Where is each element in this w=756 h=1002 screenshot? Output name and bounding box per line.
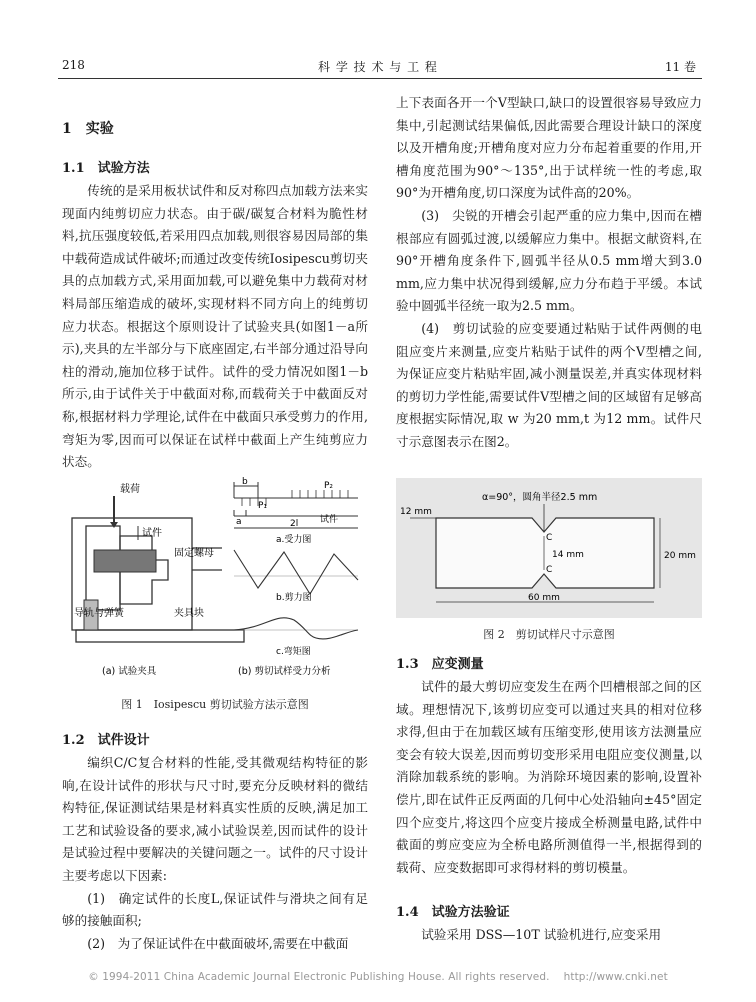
specimen-shape — [94, 550, 156, 572]
label-load: 载荷 — [120, 484, 140, 495]
paragraph: 上下表面各开一个V型缺口,缺口的设置很容易导致应力集中,引起测试结果偏低,因此需要合理设计缺口的深度以及开槽角度;开槽角度对应力分布起着重要的作用,开槽角度范围为90°～135°,出于试样统一性的考虑,取90°为开槽角度,切口深度为试件高的20%。 — [396, 95, 702, 201]
paragraph: 试验采用 DSS—10T 试验机进行,应变采用 — [421, 927, 662, 942]
label-angle: α=90°，圆角半径2.5 mm — [482, 492, 598, 503]
label-specimen-b: 试件 — [320, 515, 339, 525]
label-shear-diagram: b.剪力图 — [276, 593, 312, 603]
paragraph: (4) 剪切试验的应变要通过粘贴于试件两侧的电阻应变片来测量,应变片粘贴于试件的两个V型槽之间,为保证应变片粘贴牢固,减小测量误差,并真实体现材料的剪切力学性能,需要试件V型槽之间的区域留有足够高度根据实际情况,取 w 为20 mm,t 为12 mm。试件尺寸示意图表示在图2。 — [396, 320, 702, 449]
figure-1b-subcaption: (b) 剪切试样受力分析 — [238, 666, 331, 677]
copyright-footer: © 1994-2011 China Academic Journal Electronic Publishing House. All rights reserved. http://www.cnki.net — [88, 971, 668, 983]
figure-2 — [396, 478, 702, 618]
label-b: b — [242, 477, 248, 487]
label-p2: P₂ — [324, 481, 334, 491]
paragraph: (3) 尖锐的开槽会引起严重的应力集中,因而在槽根部应有圆弧过渡,以缓解应力集中。根据文献资料,在90°开槽角度条件下,圆弧半径从0.5 mm增大到3.0 mm,应力集中状况得到缓解,应力分布趋于平缓。本试验中圆弧半径统一取为2.5 mm。 — [396, 207, 702, 314]
shear-diagram-curve — [234, 550, 358, 594]
label-block: 夹具块 — [174, 608, 204, 619]
page-number: 218 — [62, 58, 85, 72]
label-c-bottom: C — [546, 565, 553, 575]
label-rail: 导轨与弹簧 — [74, 608, 124, 619]
section-1-2-heading: 1.2 试件设计 — [62, 733, 150, 748]
label-p1: P₁ — [258, 501, 268, 511]
label-a: a — [236, 517, 242, 527]
figure-1a-subcaption: (a) 试验夹具 — [102, 666, 157, 677]
section-1-heading: 1 实验 — [62, 121, 114, 137]
journal-title: 科 学 技 术 与 工 程 — [318, 60, 438, 74]
label-nut: 固定螺母 — [174, 548, 214, 559]
paragraph: 传统的是采用板状试件和反对称四点加载方法来实现面内纯剪切应力状态。由于碳/碳复合材料为脆性材料,抗压强度较低,若采用四点加载,则很容易因局部的集中载荷造成试件破坏;而通过改变传统Iosipescu剪切夹具的点加载方式,采用面加载,可以避免集中力载荷对材料局部压缩造成的破坏,实现材料不同方向上的纯剪切应力状态。根据这个原则设计了试验夹具(如图1－a所示),夹具的左半部分与下底座固定,右半部分通过沿导向柱的滑动,施加位移于试件。试件的受力情况如图1－b所示,由于试件关于中截面对称,而载荷关于中截面反对称,根据材料力学理论,试件在中截面只承受剪力的作用,弯矩为零,因而可以保证在试样中截面上产生纯剪应力状态。 — [62, 183, 368, 470]
dim-60mm: 60 mm — [528, 593, 560, 603]
label-specimen: 试件 — [142, 528, 162, 539]
fixture-base — [76, 630, 244, 642]
label-moment-diagram: c.弯矩图 — [276, 647, 311, 657]
header-rule — [58, 78, 702, 79]
figure-1-caption: 图 1 Iosipescu 剪切试验方法示意图 — [121, 698, 309, 711]
figure-1 — [62, 476, 368, 682]
volume-label: 11 卷 — [664, 60, 696, 74]
paragraph: 编织C/C复合材料的性能,受其微观结构特征的影响,在设计试件的形状与尺寸时,要充分反映材料的微结构特征,保证测试结果是材料真实性质的反映,满足加工工艺和试验设备的要求,减小试验误差,因而试件的设计是试验过程中要解决的关键问题之一。试件的尺寸设计主要考虑以下因素: — [62, 755, 368, 883]
dim-14mm: 14 mm — [552, 550, 584, 560]
label-force-diagram: a.受力图 — [276, 535, 312, 545]
section-1-1-heading: 1.1 试验方法 — [62, 161, 150, 176]
section-1-3-heading: 1.3 应变测量 — [396, 657, 484, 672]
label-2l: 2l — [290, 519, 299, 529]
moment-diagram-curve — [234, 618, 358, 639]
dim-20mm: 20 mm — [664, 551, 696, 561]
dim-12mm: 12 mm — [400, 507, 432, 517]
paragraph: (1) 确定试件的长度L,保证试件与滑块之间有足够的接触面积; — [62, 890, 368, 929]
paragraph: (2) 为了保证试件在中截面破坏,需要在中截面 — [87, 935, 349, 951]
section-1-4-heading: 1.4 试验方法验证 — [396, 905, 510, 920]
label-c-top: C — [546, 533, 553, 543]
paragraph: 试件的最大剪切应变发生在两个凹槽根部之间的区域。理想情况下,该剪切应变可以通过夹具的相对位移求得,但由于在加载区域有压缩变形,使用该方法测量应变会有较大误差,因而剪切变形采用电阻应变仪测量,以消除加载系统的影响。为消除环境因素的影响,设置补偿片,即在试件正反两面的几何中心处沿轴向±45°固定四个应变片,将这四个应变片接成全桥测量电路,试件中截面的剪应变应为全桥电路所测值得一半,根据得到的载荷、应变数据即可求得材料的剪切模量。 — [396, 679, 702, 875]
figure-2-caption: 图 2 剪切试样尺寸示意图 — [483, 628, 615, 641]
